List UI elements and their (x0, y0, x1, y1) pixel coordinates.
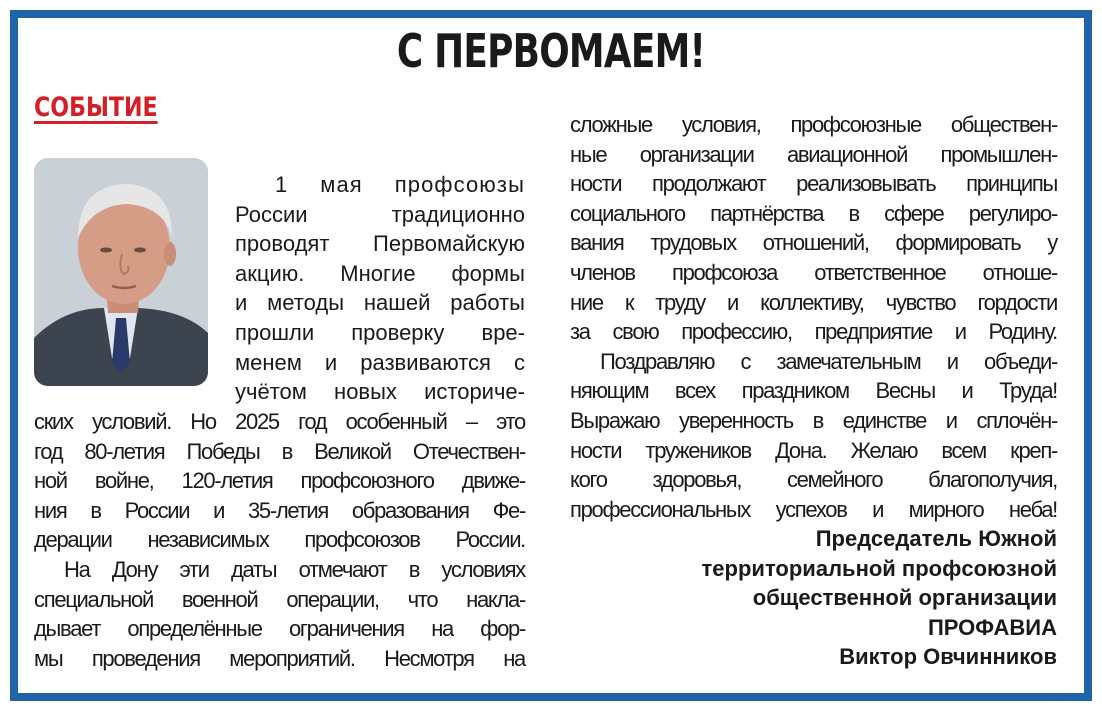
text-line: за свою профессию, предприятие и Родину. (570, 319, 1057, 345)
text-line: кого здоровья, семейного благополучия, (570, 467, 1057, 493)
text-line: ной войне, 120-летия профсоюзного движе- (34, 468, 525, 494)
portrait-image (34, 158, 208, 386)
text-line: специальной военной операции, что накла- (34, 586, 525, 612)
text-line: ные организации авиационной промышлен- (570, 141, 1057, 167)
text-line: год 80-летия Победы в Великой Отечествен- (34, 438, 525, 464)
text-line: ния в России и 35-летия образования Фе- (34, 497, 525, 523)
text-line: дывает определённые ограничения на фор- (34, 616, 525, 642)
author-photo (34, 158, 208, 386)
text-line: и методы нашей работы (235, 290, 525, 316)
text-line: ских условий. Но 2025 год особенный – это (34, 409, 525, 434)
text-line: Поздравляю с замечательным и объеди- (600, 348, 1057, 374)
text-line: На Дону эти даты отмечают в условиях (64, 556, 525, 582)
text-line: учётом новых историче- (235, 379, 525, 405)
text-line: мы проведения мероприятий. Несмотря на (34, 645, 525, 671)
article-title: С ПЕРВОМАЕМ! (396, 24, 706, 78)
text-line: России традиционно (235, 201, 525, 227)
text-line: Выражаю уверенность в единстве и сплочён- (570, 407, 1057, 433)
signature-line: общественной организации (752, 585, 1057, 611)
text-line: социального партнёрства в сфере регулиро- (570, 200, 1057, 226)
text-line: вания трудовых отношений, формировать у (570, 230, 1057, 256)
text-line: дерации независимых профсоюзов России. (34, 527, 525, 553)
text-line: проводят Первомайскую (235, 231, 525, 257)
text-line: ние к труду и коллективу, чувство гордости (570, 289, 1057, 315)
signature-line: Председатель Южной (815, 526, 1057, 551)
signature-line: ПРОФАВИА (927, 614, 1057, 640)
text-line: 1 мая профсоюзы (275, 172, 525, 197)
signature-line: территориальной профсоюзной (701, 555, 1057, 581)
text-line: акцию. Многие формы (235, 260, 525, 286)
intro-text-full (34, 407, 525, 673)
text-line: прошли проверку вре- (235, 319, 525, 345)
signature-block (570, 524, 1057, 672)
signature-name: Виктор Овчинников (839, 644, 1057, 670)
right-column-text (570, 110, 1057, 524)
text-line: профессиональных успехов и мирного неба! (570, 496, 1057, 522)
text-line: менем и развиваются с (235, 349, 525, 375)
intro-text-wrapped (235, 170, 525, 407)
text-line: членов профсоюза ответственное отноше- (570, 259, 1057, 285)
text-line: ности продолжают реализовывать принципы (570, 171, 1057, 197)
text-line: сложные условия, профсоюзные обществен- (570, 112, 1057, 137)
text-line: няющим всех праздником Весны и Труда! (570, 378, 1057, 404)
rubric-label: СОБЫТИЕ (34, 92, 158, 123)
text-line: ности тружеников Дона. Желаю всем креп- (570, 437, 1057, 463)
